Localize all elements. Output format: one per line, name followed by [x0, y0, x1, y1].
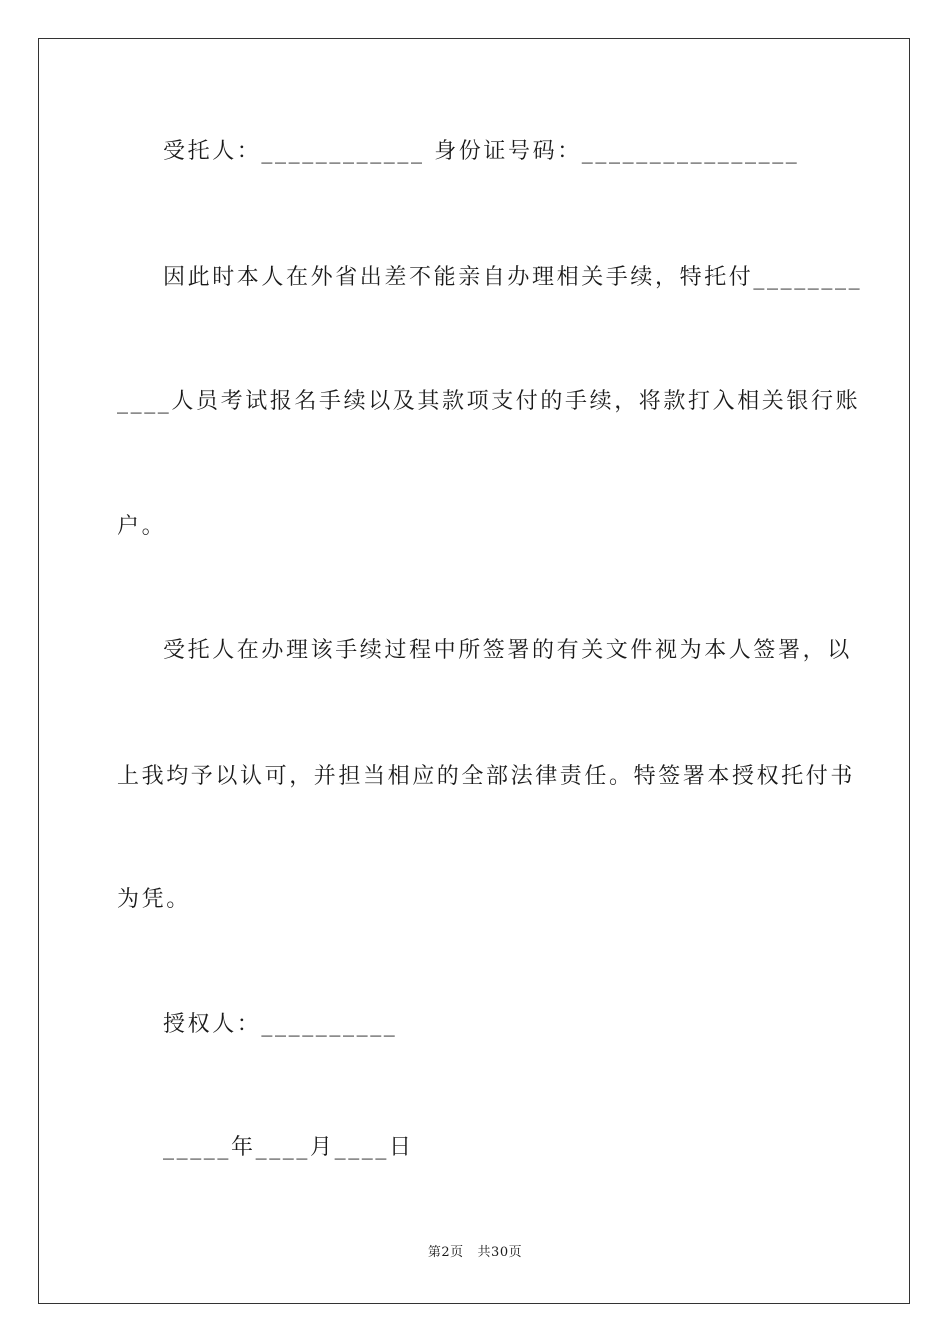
authorizer-signature-line: 授权人：__________ [163, 1012, 398, 1037]
paragraph-1-line-3: 户。 [117, 514, 167, 539]
paragraph-1-line-2: ____人员考试报名手续以及其款项支付的手续，将款打入相关银行账 [117, 389, 861, 414]
date-line: _____年____月____日 [163, 1135, 414, 1160]
paragraph-2-line-1: 受托人在办理该手续过程中所签署的有关文件视为本人签署，以 [163, 638, 852, 663]
paragraph-2-line-2: 上我均予以认可，并担当相应的全部法律责任。特签署本授权托付书 [117, 764, 856, 789]
page-number-footer: 第2页 共30页 [427, 1245, 523, 1260]
page-border [38, 38, 910, 1304]
trustee-id-line: 受托人：____________ 身份证号码：________________ [163, 139, 800, 164]
paragraph-1-line-1: 因此时本人在外省出差不能亲自办理相关手续，特托付________ [163, 265, 863, 290]
paragraph-2-line-3: 为凭。 [117, 887, 191, 912]
